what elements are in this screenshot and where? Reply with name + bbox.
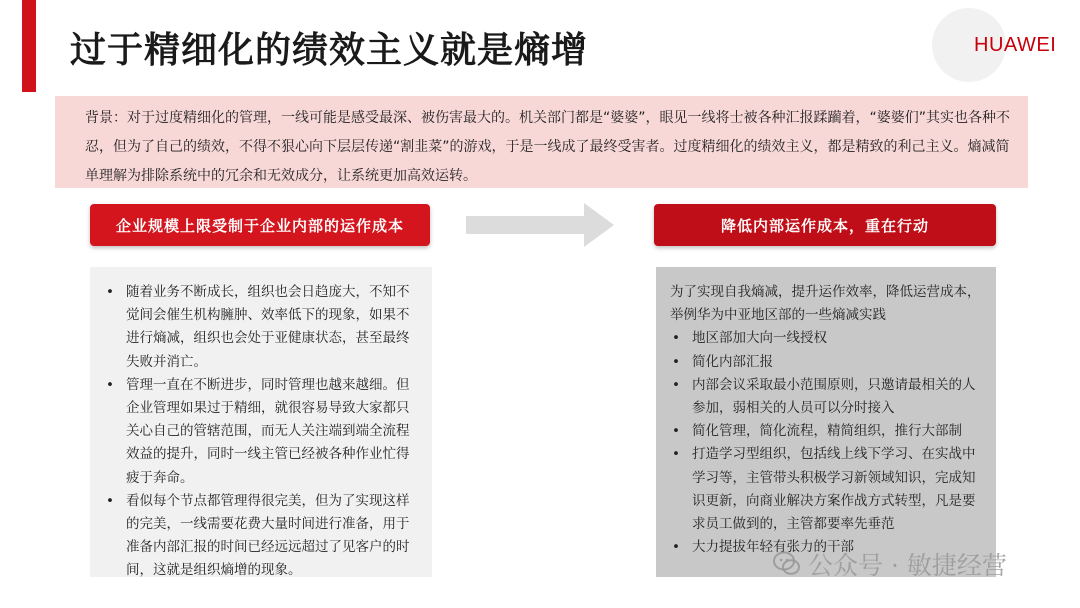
left-panel — [90, 267, 432, 577]
list-item: • 地区部加大向一线授权 — [670, 327, 984, 350]
background-text: 背景：对于过度精细化的管理，一线可能是感受最深、被伤害最大的。机关部门都是“婆婆”，眼见一线将士被各种汇报蹂躏着，“婆婆们”其实也各种不忍，但为了自己的绩效，不得不狠心向下层层传递“割韭菜”的游戏，于是一线成了最终受害者。过度精细化的绩效主义，都是精致的利己主义。熵减简单理解为排除系统中的冗余和无效成分，让系统更加高效运转。 — [85, 110, 1011, 184]
list-item: • 看似每个节点都管理得很完美，但为了实现这样的完美，一线需要花费大量时间进行准备，用于准备内部汇报的时间已经远远超过了见客户的时间，这就是组织熵增的现象。 — [104, 490, 420, 583]
watermark — [772, 546, 1007, 582]
right-section-header — [654, 204, 996, 246]
list-item: • 简化内部汇报 — [670, 351, 984, 374]
list-item: • 内部会议采取最小范围原则，只邀请最相关的人参加，弱相关的人员可以分时接入 — [670, 374, 984, 420]
left-section-header — [90, 204, 430, 246]
watermark-text: 公众号 · 敏捷经营 — [808, 551, 1007, 580]
page-title: 过于精细化的绩效主义就是熵增 — [70, 30, 589, 71]
left-section-header-label: 企业规模上限受制于企业内部的运作成本 — [115, 216, 404, 235]
right-section-header-label: 降低内部运作成本，重在行动 — [720, 216, 929, 235]
huawei-logo: HUAWEI — [974, 34, 1057, 56]
right-panel-intro: 为了实现自我熵减，提升运作效率，降低运营成本，举例华为中亚地区部的一些熵减实践 — [670, 284, 981, 324]
list-item: • 随着业务不断成长，组织也会日趋庞大，不知不觉间会催生机构臃肿、效率低下的现象，如果不进行熵减，组织也会处于亚健康状态，甚至最终失败并消亡。 — [104, 281, 420, 374]
wechat-icon — [772, 549, 802, 579]
list-item: • 大力提拔年轻有张力的干部 — [670, 536, 984, 559]
title-accent-bar — [22, 0, 36, 92]
right-panel — [656, 267, 996, 577]
right-bullet-list — [670, 327, 984, 559]
right-arrow-icon — [466, 203, 614, 247]
list-item: • 打造学习型组织，包括线上线下学习、在实战中学习等，主管带头积极学习新领域知识，完成知识更新，向商业解决方案作战方式转型，凡是要求员工做到的，主管都要率先垂范 — [670, 443, 984, 536]
list-item: • 简化管理，简化流程，精简组织，推行大部制 — [670, 420, 984, 443]
list-item: • 管理一直在不断进步，同时管理也越来越细。但企业管理如果过于精细，就很容易导致大家都只关心自己的管辖范围，而无人关注端到端全流程效益的提升，同时一线主管已经被各种作业忙得疲于奔命。 — [104, 374, 420, 490]
background-box — [55, 96, 1028, 188]
left-bullet-list — [104, 281, 420, 583]
